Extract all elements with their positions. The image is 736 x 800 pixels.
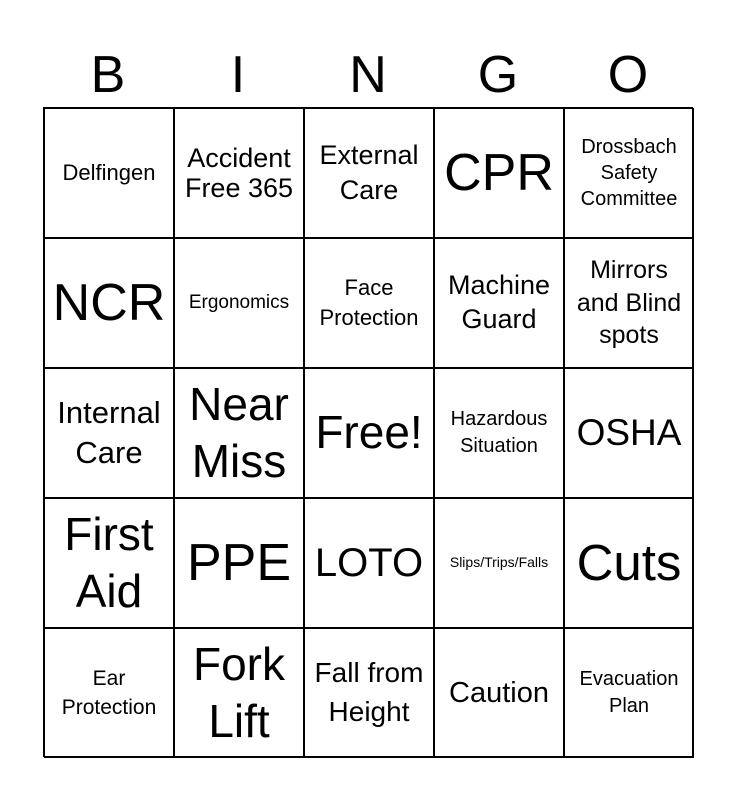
bingo-cell[interactable]: Ear Protection <box>44 628 174 758</box>
bingo-cell[interactable]: Face Protection <box>304 238 434 368</box>
bingo-cell[interactable]: Drossbach Safety Committee <box>564 108 694 238</box>
bingo-cell[interactable]: CPR <box>434 108 564 238</box>
header-letter-n: N <box>349 46 387 104</box>
header-letter-o: O <box>607 46 649 104</box>
bingo-cell[interactable]: Caution <box>434 628 564 758</box>
bingo-header <box>43 44 693 106</box>
free-space[interactable]: Free! <box>304 368 434 498</box>
bingo-cell[interactable]: Fall from Height <box>304 628 434 758</box>
bingo-cell[interactable]: Near Miss <box>174 368 304 498</box>
bingo-board <box>43 107 693 757</box>
bingo-cell[interactable]: Fork Lift <box>174 628 304 758</box>
bingo-cell[interactable]: Slips/Trips/Falls <box>434 498 564 628</box>
bingo-cell[interactable]: First Aid <box>44 498 174 628</box>
bingo-cell[interactable]: Cuts <box>564 498 694 628</box>
bingo-cell[interactable]: OSHA <box>564 368 694 498</box>
bingo-cell[interactable]: Evacuation Plan <box>564 628 694 758</box>
bingo-cell[interactable]: Hazardous Situation <box>434 368 564 498</box>
header-letter-g: G <box>477 46 519 104</box>
bingo-cell[interactable]: Delfingen <box>44 108 174 238</box>
bingo-cell[interactable]: Internal Care <box>44 368 174 498</box>
bingo-cell[interactable]: External Care <box>304 108 434 238</box>
bingo-cell[interactable]: Machine Guard <box>434 238 564 368</box>
header-letter-b: B <box>90 46 126 104</box>
bingo-cell[interactable]: LOTO <box>304 498 434 628</box>
bingo-cell[interactable]: Ergonomics <box>174 238 304 368</box>
header-letter-i: I <box>230 46 246 104</box>
bingo-cell[interactable]: NCR <box>44 238 174 368</box>
bingo-cell[interactable]: Mirrors and Blind spots <box>564 238 694 368</box>
bingo-cell[interactable]: Accident Free 365 <box>174 108 304 238</box>
bingo-cell[interactable]: PPE <box>174 498 304 628</box>
